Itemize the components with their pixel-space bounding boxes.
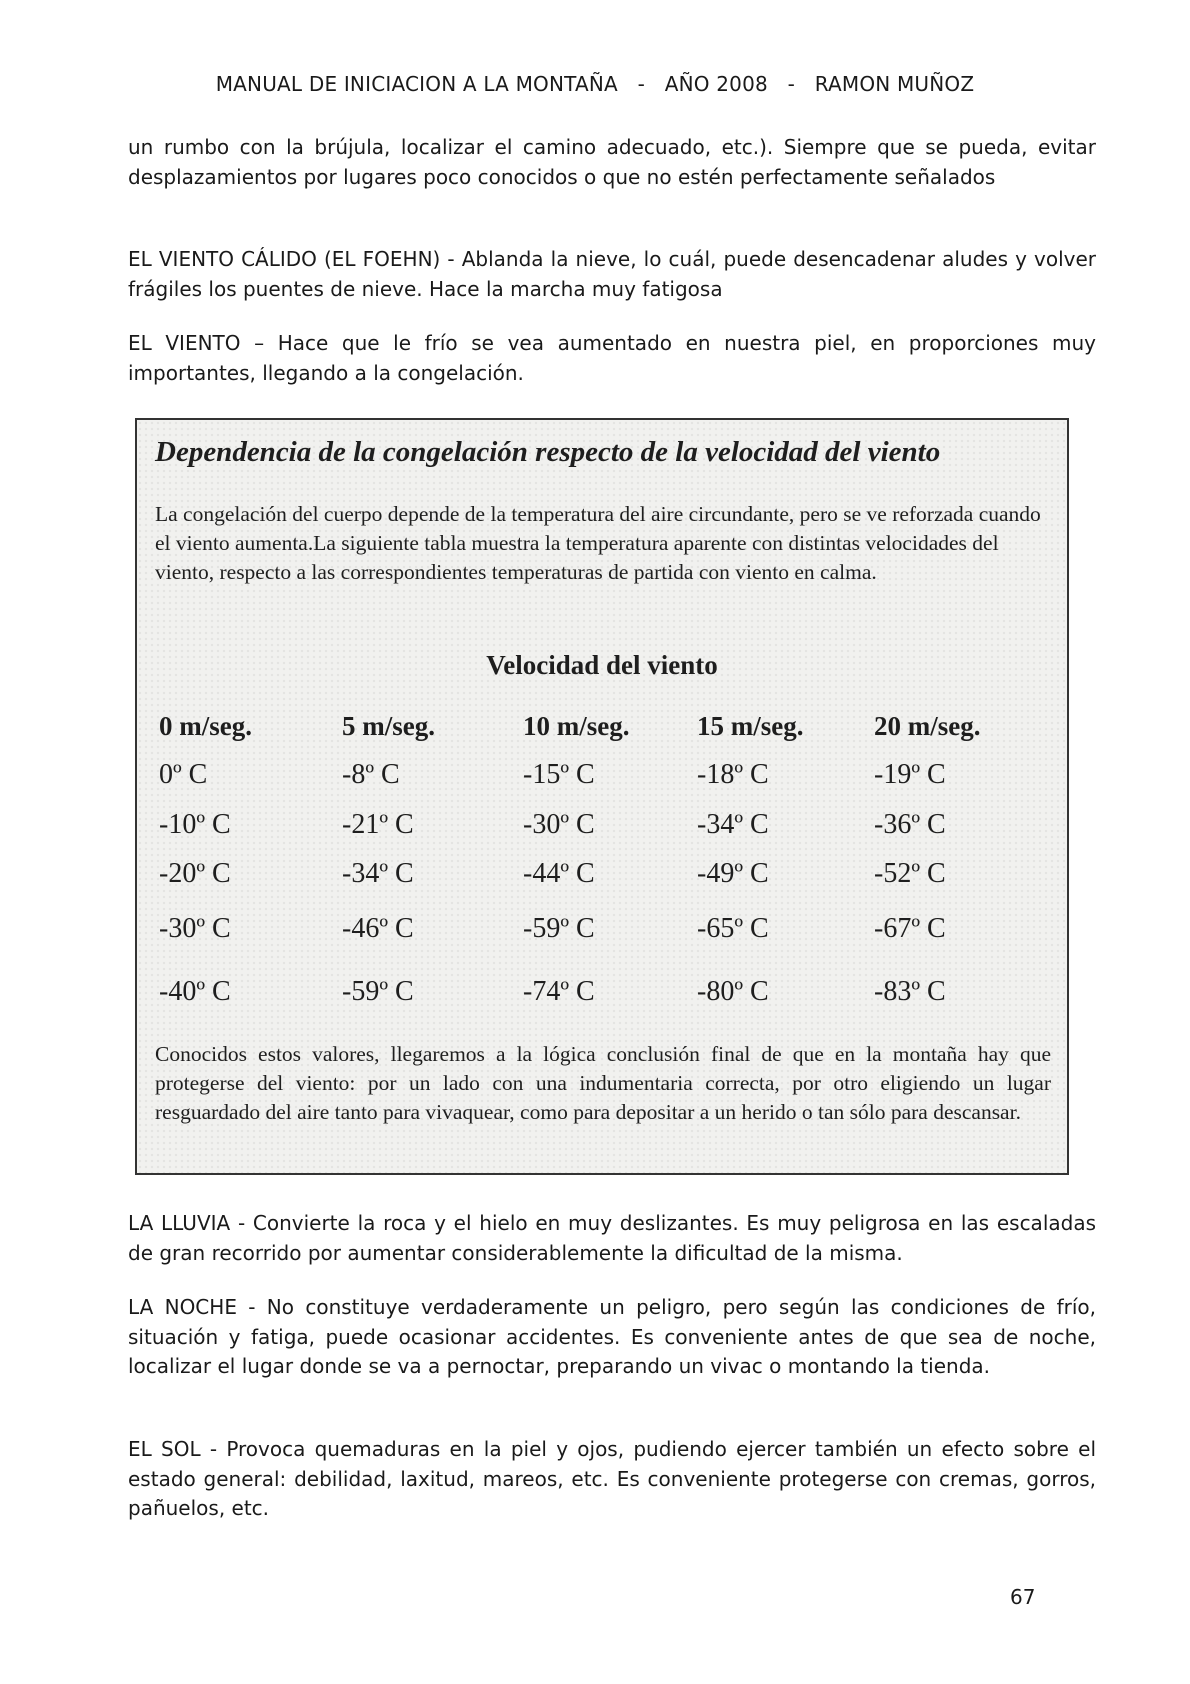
windchill-table: [159, 702, 1024, 1024]
table-row: [159, 849, 1024, 898]
figure-conclusion: Conocidos estos valores, llegaremos a la lógica conclusión final de que en la montaña hay que protegerse del viento: por un lado con una indumentaria correcta, por otro eligiendo un lugar resguardado del aire tanto para vivaquear, como para depositar a un herido o tan sólo para descansar.: [155, 1042, 1051, 1124]
figure-title: Dependencia de la congelación respecto de la velocidad del viento: [155, 436, 941, 468]
table-cell: -49º C: [697, 857, 769, 889]
paragraph-night: LA NOCHE - No constituye verdaderamente un peligro, pero según las condiciones de frío, situación y fatiga, puede ocasionar accidentes. Es conveniente antes de que sea de noche, localizar el lugar donde se va a pernoctar, preparando un vivac o montando la tienda.: [128, 1295, 1096, 1378]
table-cell: -40º C: [159, 976, 231, 1007]
table-cell: -52º C: [874, 857, 946, 889]
table-cell: -34º C: [697, 808, 769, 840]
table-cell: -74º C: [523, 976, 595, 1007]
windchill-figure: [135, 418, 1069, 1175]
header-cell: 20 m/seg.: [874, 710, 981, 741]
paragraph-rain: LA LLUVIA - Convierte la roca y el hielo en muy deslizantes. Es muy peligrosa en las escaladas de gran recorrido por aumentar considerablemente la dificultad de la misma.: [128, 1211, 1096, 1265]
running-header: MANUAL DE INICIACION A LA MONTAÑA - AÑO 2008 - RAMON MUÑOZ: [215, 72, 975, 96]
paragraph-route: un rumbo con la brújula, localizar el camino adecuado, etc.). Siempre que se pueda, evitar desplazamientos por lugares poco conocidos o que no estén perfectamente señalados: [128, 135, 1096, 189]
figure-intro: La congelación del cuerpo depende de la temperatura del aire circundante, pero se ve reforzada cuando el viento aumenta.La siguiente tabla muestra la temperatura aparente con distintas velocidades del viento, respecto a las correspondientes temperaturas de partida con viento en calma.: [155, 502, 1041, 584]
table-cell: -59º C: [342, 976, 414, 1007]
table-row: [159, 960, 1024, 1024]
table-cell: -15º C: [523, 759, 595, 790]
table-cell: -34º C: [342, 857, 414, 889]
paragraph-sun: EL SOL - Provoca quemaduras en la piel y ojos, pudiendo ejercer también un efecto sobre el estado general: debilidad, laxitud, mareos, etc. Es conveniente protegerse con cremas, gorros, pañuelos, etc.: [128, 1437, 1096, 1520]
header-cell: 10 m/seg.: [523, 710, 630, 741]
table-cell: -65º C: [697, 913, 769, 944]
table-cell: -44º C: [523, 857, 595, 889]
table-cell: -30º C: [159, 913, 231, 944]
table-cell: -10º C: [159, 808, 231, 840]
table-cell: -80º C: [697, 976, 769, 1007]
table-cell: 0º C: [159, 759, 208, 790]
header-cell: 0 m/seg.: [159, 710, 252, 741]
table-row: [159, 898, 1024, 960]
table-cell: -30º C: [523, 808, 595, 840]
table-cell: -8º C: [342, 759, 400, 790]
table-cell: -46º C: [342, 913, 414, 944]
page-number: 67: [1010, 1585, 1036, 1609]
table-cell: -59º C: [523, 913, 595, 944]
table-header-row: [159, 702, 1024, 750]
table-subtitle: Velocidad del viento: [486, 650, 718, 680]
paragraph-wind: EL VIENTO – Hace que le frío se vea aumentado en nuestra piel, en proporciones muy importantes, llegando a la congelación.: [128, 331, 1096, 385]
table-row: [159, 750, 1024, 800]
table-cell: -21º C: [342, 808, 414, 840]
table-cell: -36º C: [874, 808, 946, 840]
table-cell: -20º C: [159, 857, 231, 889]
table-row: [159, 800, 1024, 849]
table-cell: -18º C: [697, 759, 769, 790]
table-cell: -83º C: [874, 976, 946, 1007]
table-cell: -67º C: [874, 913, 946, 944]
paragraph-warm-wind: EL VIENTO CÁLIDO (EL FOEHN) - Ablanda la nieve, lo cuál, puede desencadenar aludes y volver frágiles los puentes de nieve. Hace la marcha muy fatigosa: [128, 247, 1096, 301]
header-cell: 5 m/seg.: [342, 710, 435, 741]
header-cell: 15 m/seg.: [697, 710, 804, 741]
table-cell: -19º C: [874, 759, 946, 790]
